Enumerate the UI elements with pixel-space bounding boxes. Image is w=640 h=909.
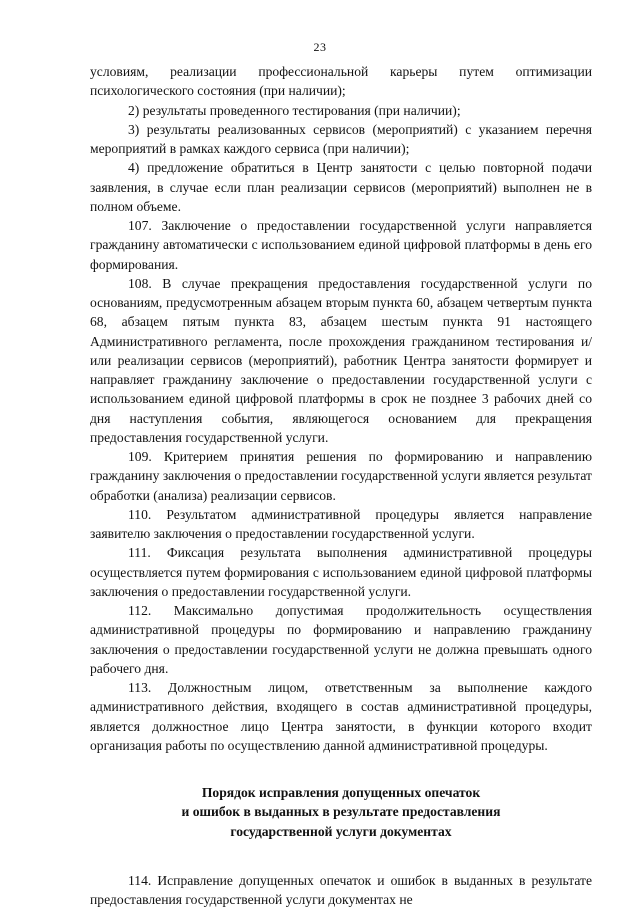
list-item-4: 4) предложение обратиться в Центр занятости с целью повторной подачи заявления, в случае если план реализации сервисов (мероприятий) выполнен не в полном объеме. [90, 160, 592, 214]
list-item-2: 2) результаты проведенного тестирования (при наличии); [128, 102, 461, 118]
section-heading [90, 783, 592, 841]
paragraph-107: 107. Заключение о предоставлении государственной услуги направляется гражданину автоматически с использованием единой цифровой платформы в день его формирования. [90, 218, 592, 272]
section-heading-line-1: Порядок исправления допущенных опечаток [201, 785, 481, 800]
paragraph-111: 111. Фиксация результата выполнения административной процедуры осуществляется путем формирования с использованием единой цифровой платформы заключения о предоставлении государственной услуги. [90, 545, 592, 599]
paragraph-110: 110. Результатом административной процедуры является направление заявителю заключения о предоставлении государственной услуги. [90, 506, 592, 541]
paragraph-112: 112. Максимально допустимая продолжительность осуществления административной процедуры по формированию и направлению гражданину заключения о предоставлении государственной услуги не должна превышать одного рабочего дня. [90, 603, 592, 676]
page-number: 23 [313, 40, 327, 54]
paragraph-109: 109. Критерием принятия решения по формированию и направлению гражданину заключения о предоставлении государственной услуги является результат обработки (анализа) реализации сервисов. [90, 449, 592, 503]
paragraph-113: 113. Должностным лицом, ответственным за выполнение каждого административного действия, входящего в состав административной процедуры, является должностное лицо Центра занятости, в функции которого входит организация работы по осуществлению данной административной процедуры. [90, 680, 592, 753]
paragraph-continuation: условиям, реализации профессиональной карьеры путем оптимизации психологического состояния (при наличии); [90, 64, 592, 99]
spacer [90, 841, 592, 871]
section-heading-line-3: государственной услуги документах [230, 823, 452, 839]
section-heading-line-2: и ошибок в выданных в результате предоставления [181, 804, 501, 820]
paragraph-114: 114. Исправление допущенных опечаток и ошибок в выданных в результате предоставления государственной услуги документах не [90, 872, 592, 907]
document-body [90, 62, 592, 909]
paragraph-108: 108. В случае прекращения предоставления государственной услуги по основаниям, предусмотренным абзацем вторым пункта 60, абзацем четвертым пункта 68, абзацем пятым пункта 83, абзацем шестым пункта 91 настоящего Административного регламента, после прохождения гражданином тестирования и/или реализации сервисов (мероприятий), работник Центра занятости формирует и направляет гражданину заключение о предоставлении государственной услуги с использованием единой цифровой платформы в срок не позднее 3 рабочих дней со дня наступления события, являющегося основанием для прекращения предоставления государственной услуги. [90, 275, 592, 445]
list-item-3: 3) результаты реализованных сервисов (мероприятий) с указанием перечня мероприятий в рамках каждого сервиса (при наличии); [90, 121, 592, 156]
